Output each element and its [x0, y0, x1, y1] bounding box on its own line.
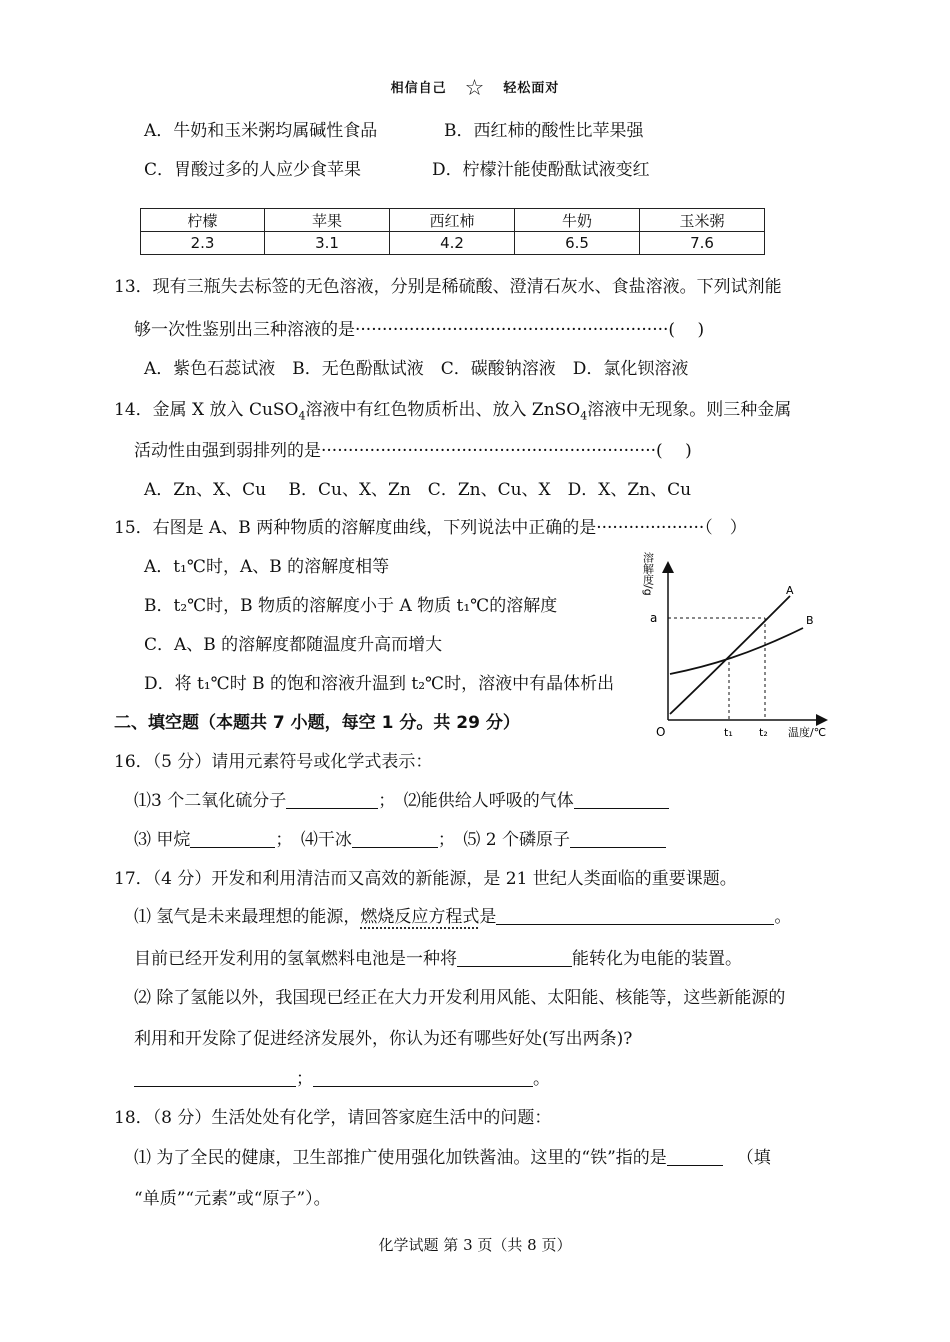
q17-blank-equation[interactable]	[496, 906, 774, 925]
q14-subscript: 4	[580, 409, 588, 423]
section-2-title: 二、填空题（本题共 7 小题，每空 1 分。共 29 分）	[114, 713, 520, 733]
solubility-graph	[640, 536, 840, 746]
ph-table-value-row	[141, 232, 765, 255]
q17-separator: ；	[296, 1069, 313, 1089]
q12-option-d: D．柠檬汁能使酚酞试液变红	[432, 160, 650, 180]
curve-b-label: B	[806, 614, 814, 627]
q13-options: A．紫色石蕊试液 B．无色酚酞试液 C．碳酸钠溶液 D．氯化钡溶液	[144, 359, 689, 379]
ph-value-cell: 4.2	[390, 232, 515, 255]
q14-text-3: 溶液中无现象。则三种金属	[587, 400, 792, 420]
t2-label: t₂	[759, 726, 768, 739]
q17-stem: 17．（4 分）开发和利用清洁而又高效的新能源，是 21 世纪人类面临的重要课题。	[114, 869, 737, 889]
header-left: 相信自己	[390, 81, 447, 96]
ph-value-cell: 6.5	[515, 232, 640, 255]
y-axis-label: 溶解度/g	[641, 552, 655, 596]
curve-a-label: A	[786, 584, 794, 597]
q16-part4-text: ； ⑷干冰	[275, 830, 352, 850]
q16-blank-3[interactable]	[190, 829, 275, 848]
q16-line2	[134, 829, 666, 851]
q17-l1-text: ⑴ 氢气是未来最理想的能源，	[134, 907, 361, 927]
q17-blank-benefit-2[interactable]	[313, 1068, 533, 1087]
q16-blank-5[interactable]	[570, 829, 666, 848]
q17-l2-text: 目前已经开发利用的氢氧燃料电池是一种将	[134, 949, 457, 969]
q18-stem: 18．（8 分）生活处处有化学，请回答家庭生活中的问题：	[114, 1108, 552, 1128]
q15-option-d: D．将 t₁℃时 B 的饱和溶液升温到 t₂℃时，溶液中有晶体析出	[144, 674, 615, 694]
q17-l1-end: 。	[774, 907, 792, 927]
q17-line3: ⑵ 除了氢能以外，我国现已经正在大力开发利用风能、太阳能、核能等，这些新能源的	[134, 988, 786, 1008]
q15-option-b: B．t₂℃时，B 物质的溶解度小于 A 物质 t₁℃的溶解度	[144, 596, 558, 616]
q12-option-a: A．牛奶和玉米粥均属碱性食品	[144, 121, 378, 141]
q16-blank-2[interactable]	[574, 790, 669, 809]
q16-part2-text: ； ⑵能供给人呼吸的气体	[378, 791, 574, 811]
q14-stem-line2: 活动性由强到弱排列的是······························································( )	[134, 441, 692, 461]
q17-line1	[134, 906, 791, 928]
q14-options: A．Zn、X、Cu B．Cu、X、Zn C．Zn、Cu、X D．X、Zn、Cu	[144, 480, 692, 500]
ph-header-cell: 牛奶	[515, 209, 640, 232]
ph-header-cell: 柠檬	[141, 209, 265, 232]
ph-header-cell: 玉米粥	[640, 209, 765, 232]
ph-value-cell: 7.6	[640, 232, 765, 255]
curve-b-line	[670, 628, 803, 674]
q14-text-1: 14．金属 X 放入 CuSO	[114, 400, 299, 420]
q18-line1	[134, 1147, 771, 1169]
ph-value-cell: 2.3	[141, 232, 265, 255]
q16-blank-4[interactable]	[352, 829, 438, 848]
origin-label: O	[656, 725, 666, 739]
q15-stem: 15．右图是 A、B 两种物质的溶解度曲线，下列说法中正确的是····················（ ）	[114, 518, 747, 538]
star-icon: ☆	[464, 76, 486, 101]
q17-line5	[134, 1068, 550, 1090]
q18-blank-iron[interactable]	[667, 1147, 723, 1166]
q14-subscript: 4	[298, 409, 306, 423]
q18-l1-text-2: （填	[736, 1148, 771, 1168]
t1-label: t₁	[724, 726, 733, 739]
q16-part3-text: ⑶ 甲烷	[134, 830, 191, 850]
q16-blank-1[interactable]	[286, 790, 378, 809]
q15-option-a: A．t₁℃时，A、B 的溶解度相等	[144, 557, 390, 577]
curve-a-line	[670, 596, 790, 714]
q17-l5-end: 。	[533, 1069, 550, 1089]
ph-table	[140, 208, 765, 255]
ph-table-header-row	[141, 209, 765, 232]
q17-blank-energy[interactable]	[457, 948, 572, 967]
q13-stem-line1: 13．现有三瓶失去标签的无色溶液，分别是稀硫酸、澄清石灰水、食盐溶液。下列试剂能	[114, 277, 782, 297]
q16-line1	[134, 790, 669, 812]
q17-blank-benefit-1[interactable]	[134, 1068, 296, 1087]
header-right: 轻松面对	[503, 81, 560, 96]
q16-stem: 16．（5 分）请用元素符号或化学式表示：	[114, 752, 433, 772]
x-axis-label: 温度/℃	[788, 726, 827, 739]
a-tick-label: a	[650, 611, 658, 625]
q15-option-c: C．A、B 的溶解度都随温度升高而增大	[144, 635, 443, 655]
ph-header-cell: 苹果	[265, 209, 390, 232]
q18-l1-text: ⑴ 为了全民的健康，卫生部推广使用强化加铁酱油。这里的“铁”指的是	[134, 1148, 667, 1168]
page-header	[0, 76, 950, 101]
page-footer: 化学试题 第 3 页（共 8 页）	[378, 1236, 572, 1254]
q12-option-c: C．胃酸过多的人应少食苹果	[144, 160, 362, 180]
q14-text-2: 溶液中有红色物质析出、放入 ZnSO	[305, 400, 581, 420]
q14-stem-line1	[114, 399, 791, 427]
q17-line4: 利用和开发除了促进经济发展外，你认为还有哪些好处(写出两条)?	[134, 1029, 633, 1049]
q13-stem-line2: 够一次性鉴别出三种溶液的是··························································( )	[134, 320, 705, 340]
q12-option-b: B．西红柿的酸性比苹果强	[444, 121, 644, 141]
q17-l2-text-2: 能转化为电能的装置。	[572, 949, 742, 969]
ph-value-cell: 3.1	[265, 232, 390, 255]
q17-line2	[134, 948, 742, 970]
q17-emphasis-text: 燃烧反应方程式	[360, 907, 480, 927]
ph-header-cell: 西红柿	[390, 209, 515, 232]
q17-l1-text-2: 是	[479, 907, 497, 927]
q16-part5-text: ； ⑸ 2 个磷原子	[437, 830, 571, 850]
q16-part1-text: ⑴3 个二氧化硫分子	[134, 791, 287, 811]
q18-line2: “单质”“元素”或“原子”）。	[134, 1189, 331, 1209]
